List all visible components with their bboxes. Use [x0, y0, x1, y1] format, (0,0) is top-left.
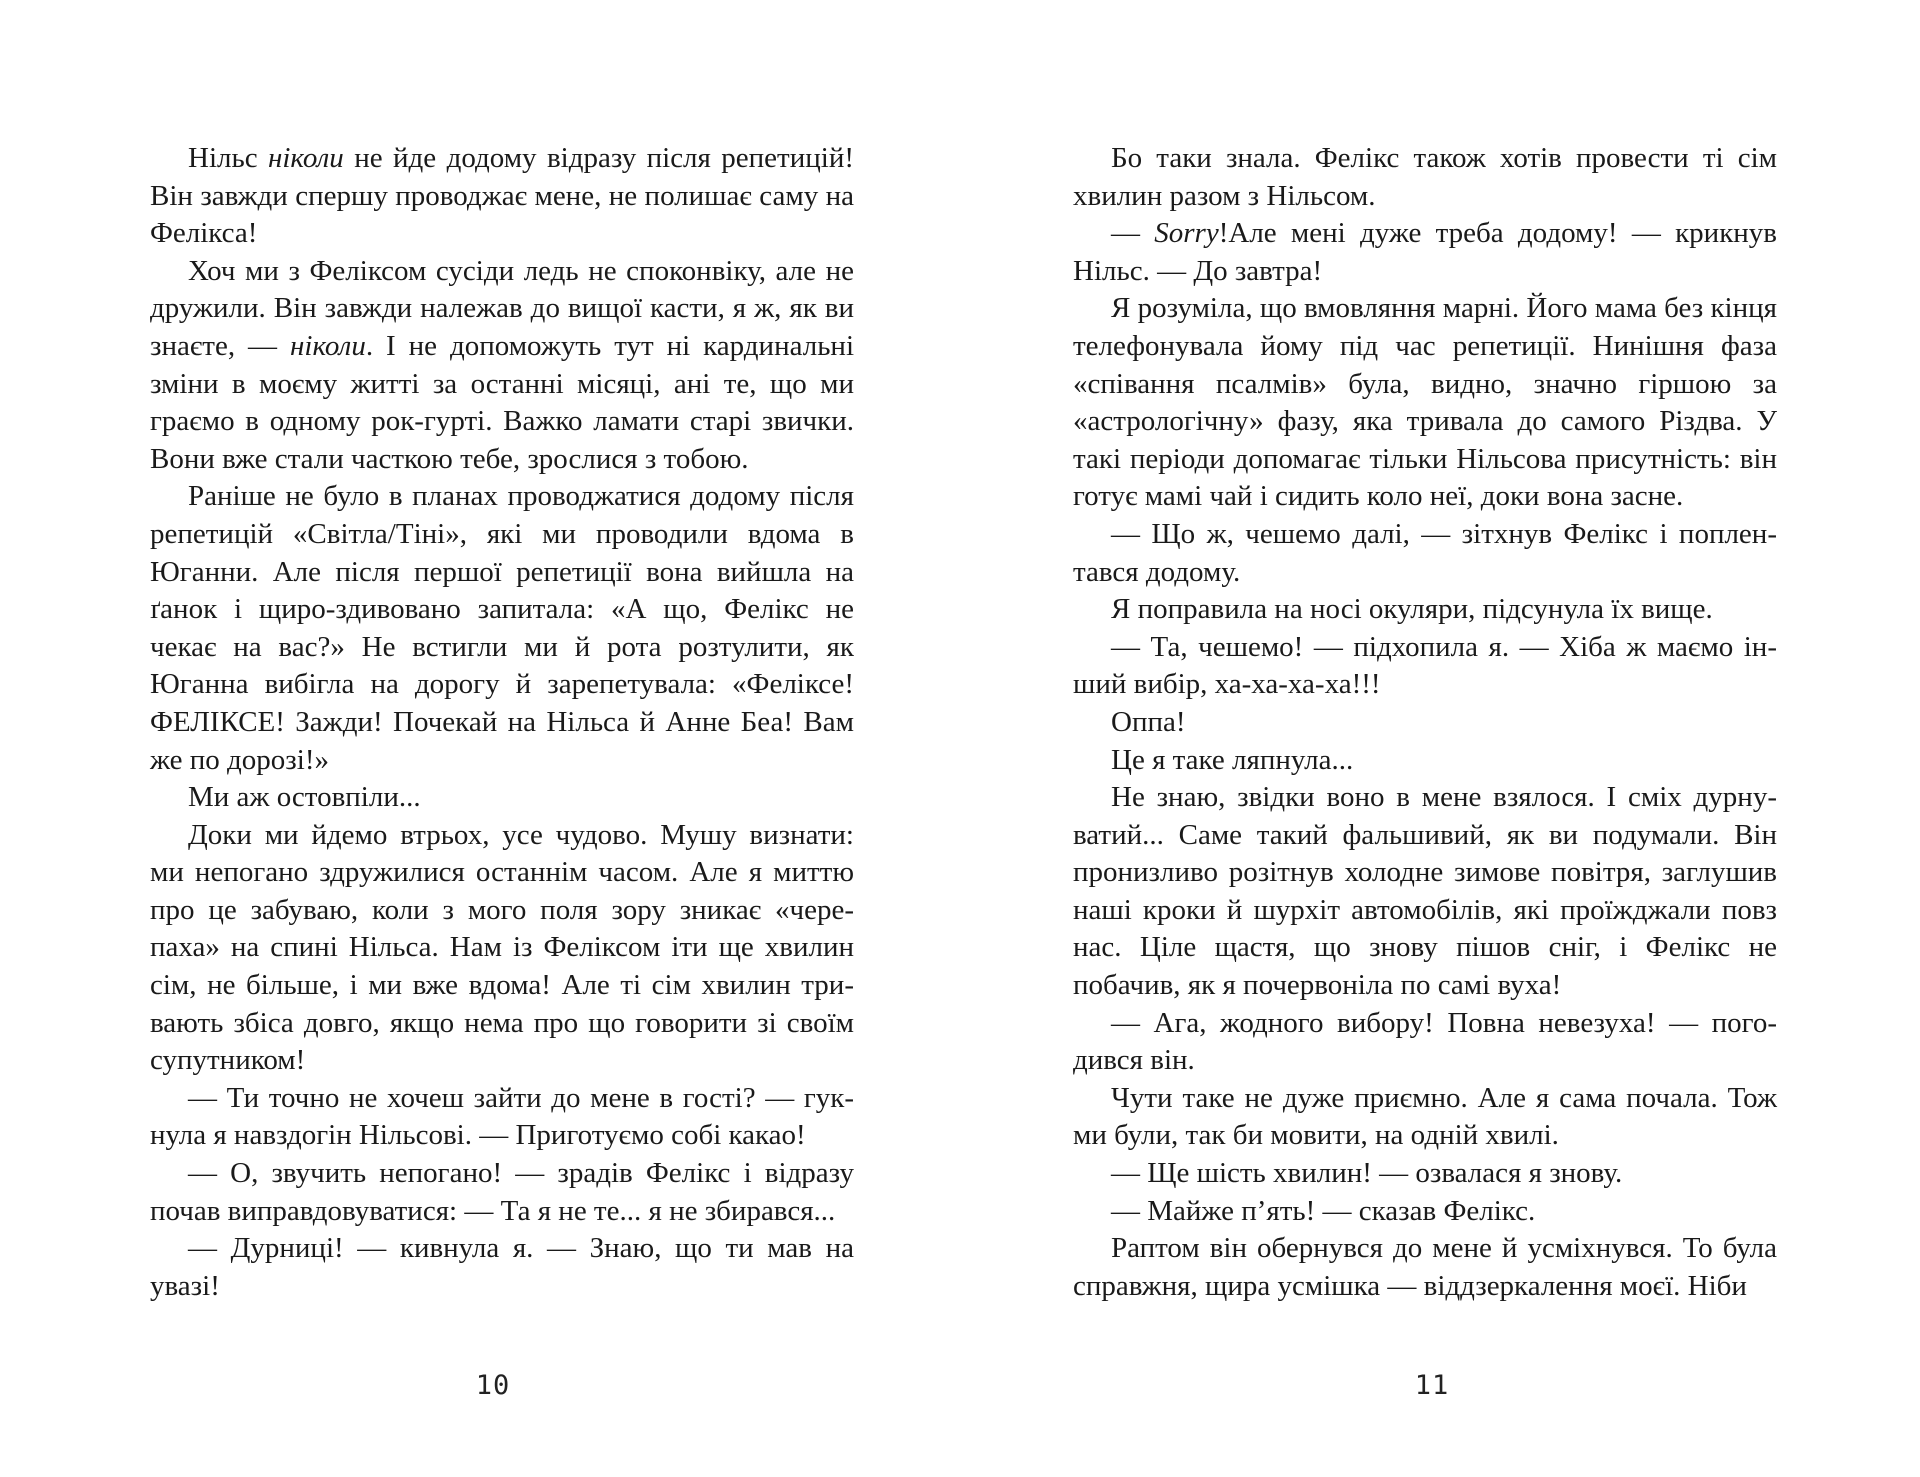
- paragraph: [150, 1155, 854, 1230]
- text-run: — Майже п’ять! — сказав Фелікс.: [1111, 1194, 1536, 1227]
- left-page-text: [150, 140, 854, 1305]
- paragraph: [1073, 140, 1777, 215]
- paragraph: [1073, 1080, 1777, 1155]
- text-run: не йде додому відразу після репетицій! Він завжди спершу проводжає мене, не полишає саму на Фелікса!: [150, 142, 854, 250]
- right-page: [1073, 140, 1777, 1305]
- italic-run: ніколи: [267, 142, 344, 174]
- text-run: Чути таке не дуже приємно. Але я сама почала. Тож ми були, так би мовити, на одній хвилі.: [1073, 1081, 1777, 1152]
- page-number-right: 11: [1414, 1370, 1450, 1401]
- text-run: Раніше не було в планах проводжатися додому після репетицій «Світла/Тіні», які ми проводили вдома в Юганни. Але після першої репетиції вона вийшла на ґанок і щиро-здивовано запитала: «А що, Фелікс не чекає на вас?» Не встигли ми й рота розтулити, як Юганна вибігла на дорогу й зарепетувала: «Феліксе! ФЕЛІКСЕ! Зажди! Почекай на Нільса й Анне Беа! Вам же по дорозі!»: [150, 480, 854, 776]
- paragraph: [1073, 215, 1777, 290]
- text-run: Не знаю, звідки воно в мене взялося. І сміх дурнуватий... Саме такий фальшивий, як ви подумали. Він пронизливо розітнув холодне зимове повітря, заглушив наші кроки й шурхіт автомобілів, які проїжджали повз нас. Ціле щастя, що знову пішов сніг, і Фелікс не побачив, як я почервоніла по самі вуха!: [1073, 781, 1777, 1002]
- text-run: — Дурниці! — кивнула я. — Знаю, що ти мав на увазі!: [150, 1232, 854, 1302]
- paragraph: [1073, 1193, 1777, 1231]
- italic-run: ніколи: [290, 329, 366, 362]
- text-run: Хоч ми з Феліксом сусіди ледь не споконвіку, але не дружили. Він завжди належав до вищої касти, я ж, як ви знаєте, —: [150, 254, 854, 362]
- text-run: — Ти точно не хочеш зайти до мене в гості? — гукнула я навздогін Нільсові. — Приготуємо собі какао!: [150, 1081, 854, 1152]
- page-number-left: 10: [475, 1370, 511, 1401]
- paragraph: [1073, 290, 1777, 516]
- paragraph: [150, 1230, 854, 1305]
- text-run: Доки ми йдемо втрьох, усе чудово. Мушу визнати: ми непогано здружилися останнім часом. Але я миттю про це забуваю, коли з мого поля зору зникає «черепаха» на спині Нільса. Нам із Феліксом іти ще хвилин сім, не більше, і ми вже вдома! Але ті сім хвилин тривають збіса довго, якщо нема про що говорити зі своїм супутником!: [150, 818, 854, 1077]
- paragraph: [1073, 629, 1777, 704]
- text-run: Це я таке ляпнула...: [1111, 743, 1354, 776]
- text-run: — О, звучить непогано! — зрадів Фелікс і відразу почав виправдовуватися: — Та я не те... я не збирався...: [150, 1157, 854, 1227]
- text-run: — Ще шість хвилин! — озвалася я знову.: [1111, 1157, 1623, 1190]
- text-run: . І не допоможуть тут ні кардинальні зміни в моєму житті за останні місяці, ані те, що ми граємо в одному рок-гурті. Важко ламати старі звички. Вони вже стали часткою тебе, зрослися з тобою.: [150, 329, 854, 475]
- paragraph: [150, 253, 854, 479]
- paragraph: [150, 817, 854, 1080]
- paragraph: [1073, 591, 1777, 629]
- paragraph: [150, 478, 854, 779]
- text-run: !Але мені дуже треба додому! — крикнув Нільс. — До завтра!: [1073, 217, 1777, 287]
- text-run: Нільс: [188, 142, 268, 174]
- paragraph: [1073, 704, 1777, 742]
- text-run: — Що ж, чешемо далі, — зітхнув Фелікс і поплентався додому.: [1073, 517, 1777, 588]
- text-run: Я поправила на носі окуляри, підсунула їх вище.: [1111, 593, 1713, 626]
- text-run: Ми аж остовпіли...: [188, 781, 421, 814]
- paragraph: [1073, 1155, 1777, 1193]
- text-run: —: [1111, 217, 1155, 250]
- paragraph: [1073, 779, 1777, 1005]
- right-page-text: [1073, 140, 1777, 1305]
- paragraph: [150, 140, 854, 253]
- text-run: Оппа!: [1111, 705, 1186, 738]
- left-page: [150, 140, 854, 1305]
- text-run: Я розуміла, що вмовляння марні. Його мама без кінця телефонувала йому під час репетиції. Нинішня фаза «співання псалмів» була, видно, значно гіршою за «астрологічну» фазу, яка тривала до самого Різдва. У такі періоди допомагає тільки Нільсова присутність: він готує мамі чай і сидить коло неї, доки вона засне.: [1073, 292, 1777, 513]
- text-run: — Ага, жодного вибору! Повна невезуха! — погодився він.: [1073, 1006, 1777, 1077]
- text-run: Раптом він обернувся до мене й усміхнувся. То була справжня, щира усмішка — віддзеркалення моєї. Ніби: [1073, 1232, 1777, 1302]
- text-run: — Та, чешемо! — підхопила я. — Хіба ж маємо інший вибір, ха-ха-ха-ха!!!: [1073, 630, 1777, 701]
- paragraph: [1073, 1005, 1777, 1080]
- paragraph: [1073, 1230, 1777, 1305]
- paragraph: [150, 779, 854, 817]
- paragraph: [1073, 516, 1777, 591]
- text-run: Бо таки знала. Фелікс також хотів провести ті сім хвилин разом з Нільсом.: [1073, 142, 1777, 212]
- italic-run: Sorry: [1154, 217, 1219, 250]
- paragraph: [1073, 742, 1777, 780]
- paragraph: [150, 1080, 854, 1155]
